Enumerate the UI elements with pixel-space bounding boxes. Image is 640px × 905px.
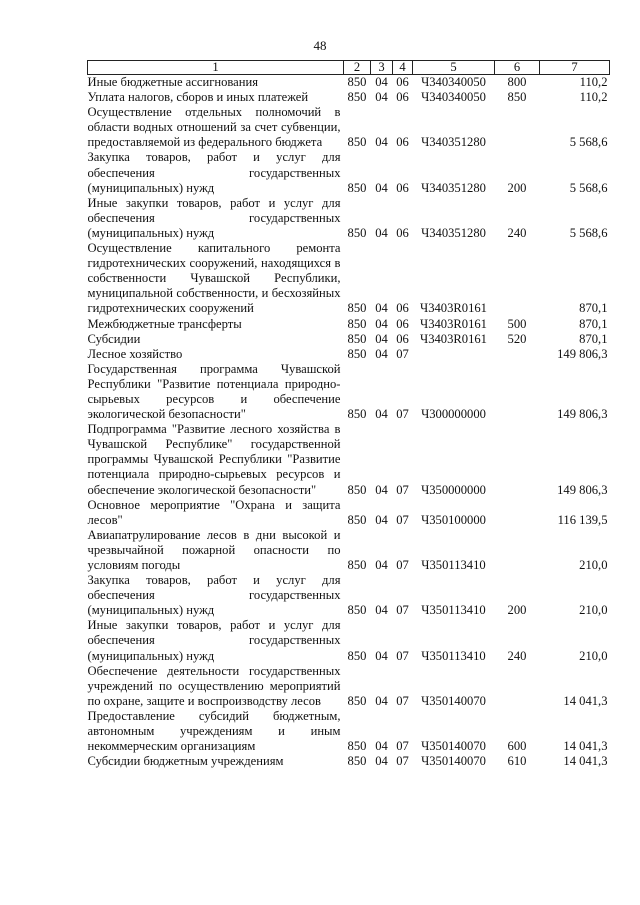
row-name: Предоставление субсидий бюджетным, автономным учреждениям и иным некоммерческим организациям <box>87 708 341 754</box>
page-number: 48 <box>313 38 327 53</box>
row-section: 04 <box>375 331 388 346</box>
row-section: 04 <box>375 75 388 89</box>
row-amount: 149 806,3 <box>557 482 608 497</box>
row-target-article: Ч340351280 <box>421 135 486 150</box>
row-name: Обеспечение деятельности государственных учреждений по осуществлению мероприятий по охране, защите и воспроизводству лесов <box>87 663 341 708</box>
row-subsection: 06 <box>396 316 409 331</box>
row-amount: 14 041,3 <box>563 739 608 754</box>
row-ministry-code: 850 <box>347 180 367 195</box>
row-expense-type <box>495 528 540 573</box>
row-amount: 14 041,3 <box>563 693 608 708</box>
row-section: 04 <box>375 301 388 316</box>
column-header: 7 <box>540 61 610 75</box>
row-amount: 870,1 <box>579 331 608 346</box>
row-subsection: 07 <box>396 346 409 361</box>
row-name: Лесное хозяйство <box>87 346 183 361</box>
row-section: 04 <box>375 135 388 150</box>
column-header: 6 <box>495 61 540 75</box>
row-target-article: Ч350140070 <box>421 693 486 708</box>
table-row <box>88 709 610 754</box>
row-target-article: Ч340340050 <box>421 75 486 89</box>
row-target-article: Ч350140070 <box>421 739 486 754</box>
row-target-article: Ч3403R0161 <box>420 301 487 316</box>
row-ministry-code: 850 <box>347 739 367 754</box>
row-subsection: 06 <box>396 75 409 89</box>
row-ministry-code: 850 <box>347 135 367 150</box>
row-expense-type: 600 <box>507 739 527 754</box>
row-subsection: 06 <box>396 90 409 105</box>
row-target-article <box>413 347 495 362</box>
row-amount: 870,1 <box>579 316 608 331</box>
table-row <box>88 498 610 528</box>
row-ministry-code: 850 <box>347 754 367 769</box>
column-header: 4 <box>393 61 413 75</box>
row-ministry-code: 850 <box>347 90 367 105</box>
row-amount: 116 139,5 <box>557 512 608 527</box>
row-target-article: Ч350113410 <box>421 603 486 618</box>
row-subsection: 06 <box>396 135 409 150</box>
row-target-article: Ч350140070 <box>421 754 486 769</box>
row-name: Осуществление отдельных полномочий в области водных отношений за счет субвенции, предоставляемой из федерального бюджета <box>87 105 341 150</box>
row-name: Осуществление капитального ремонта гидротехнических сооружений, находящихся в собственности Чувашской Республики, муниципальной собственности, и бесхозяйных гидротехнических сооружений <box>87 241 341 316</box>
row-name: Авиапатрулирование лесов в дни высокой и чрезвычайной пожарной опасности по условиям погоды <box>87 527 341 572</box>
row-expense-type <box>495 664 540 709</box>
row-expense-type: 850 <box>507 90 527 105</box>
row-section: 04 <box>375 648 388 663</box>
row-target-article: Ч350113410 <box>421 558 486 572</box>
row-subsection: 06 <box>396 331 409 346</box>
row-ministry-code: 850 <box>347 693 367 708</box>
row-section: 04 <box>375 512 388 527</box>
row-section: 04 <box>375 558 388 572</box>
row-amount: 210,0 <box>579 648 608 663</box>
table-row <box>88 573 610 618</box>
column-header: 2 <box>344 61 371 75</box>
row-amount: 5 568,6 <box>569 180 608 195</box>
column-header: 3 <box>371 61 393 75</box>
row-expense-type: 500 <box>507 316 527 331</box>
row-target-article: Ч3403R0161 <box>420 331 487 346</box>
row-name: Закупка товаров, работ и услуг для обеспечения государственных (муниципальных) нужд <box>87 150 341 195</box>
row-section: 04 <box>375 739 388 754</box>
row-expense-type <box>495 422 540 497</box>
row-target-article: Ч300000000 <box>421 407 486 422</box>
table-row <box>88 241 610 316</box>
row-ministry-code: 850 <box>347 316 367 331</box>
row-expense-type <box>495 362 540 422</box>
row-ministry-code: 850 <box>347 603 367 618</box>
row-ministry-code: 850 <box>347 331 367 346</box>
row-section: 04 <box>375 346 388 361</box>
row-amount: 5 568,6 <box>569 135 608 150</box>
row-ministry-code: 850 <box>347 648 367 663</box>
row-ministry-code: 850 <box>347 75 367 89</box>
row-expense-type: 200 <box>507 180 527 195</box>
budget-table <box>87 60 610 769</box>
row-section: 04 <box>375 407 388 422</box>
row-expense-type: 240 <box>507 648 527 663</box>
table-row <box>88 90 610 105</box>
row-amount: 149 806,3 <box>557 407 608 422</box>
row-name: Основное мероприятие "Охрана и защита лесов" <box>87 497 341 527</box>
row-subsection: 06 <box>396 180 409 195</box>
row-name: Закупка товаров, работ и услуг для обеспечения государственных (муниципальных) нужд <box>87 573 341 618</box>
row-amount: 870,1 <box>579 301 608 316</box>
row-target-article: Ч340340050 <box>421 90 486 105</box>
row-ministry-code: 850 <box>347 512 367 527</box>
table-row <box>88 528 610 573</box>
table-row <box>88 332 610 347</box>
row-subsection: 07 <box>396 693 409 708</box>
row-section: 04 <box>375 90 388 105</box>
row-subsection: 06 <box>396 301 409 316</box>
table-header <box>88 61 610 75</box>
table-row <box>88 150 610 195</box>
row-section: 04 <box>375 180 388 195</box>
row-expense-type: 800 <box>507 75 527 89</box>
row-subsection: 06 <box>396 225 409 240</box>
table-row <box>88 196 610 241</box>
row-section: 04 <box>375 693 388 708</box>
column-header: 5 <box>413 61 495 75</box>
row-name: Уплата налогов, сборов и иных платежей <box>87 90 309 105</box>
row-subsection: 07 <box>396 648 409 663</box>
row-target-article: Ч350000000 <box>421 482 486 497</box>
row-ministry-code: 850 <box>347 225 367 240</box>
row-amount: 110,2 <box>579 90 608 105</box>
row-amount: 110,2 <box>579 75 608 89</box>
column-header: 1 <box>88 61 344 75</box>
row-name: Иные закупки товаров, работ и услуг для обеспечения государственных (муниципальных) нужд <box>87 618 341 663</box>
row-target-article: Ч350100000 <box>421 512 486 527</box>
header-row <box>88 61 610 75</box>
row-section: 04 <box>375 603 388 618</box>
table-body <box>88 75 610 770</box>
row-section: 04 <box>375 316 388 331</box>
row-name: Иные закупки товаров, работ и услуг для обеспечения государственных (муниципальных) нужд <box>87 195 341 240</box>
row-expense-type <box>495 347 540 362</box>
row-target-article: Ч350113410 <box>421 648 486 663</box>
row-expense-type: 520 <box>507 331 527 346</box>
row-expense-type <box>495 241 540 316</box>
row-target-article: Ч340351280 <box>421 225 486 240</box>
row-expense-type: 240 <box>507 225 527 240</box>
row-name: Межбюджетные трансферты <box>87 316 242 331</box>
table-row <box>88 664 610 709</box>
row-name: Государственная программа Чувашской Республики "Развитие потенциала природно-сырьевых ресурсов и обеспечение экологической безопасности" <box>87 361 341 422</box>
row-ministry-code: 850 <box>347 407 367 422</box>
row-name: Иные бюджетные ассигнования <box>87 75 259 89</box>
table-row <box>88 362 610 422</box>
row-section: 04 <box>375 482 388 497</box>
row-amount: 210,0 <box>579 558 608 572</box>
table-row <box>88 105 610 150</box>
row-expense-type: 610 <box>507 754 527 769</box>
row-ministry-code: 850 <box>347 346 367 361</box>
row-amount: 5 568,6 <box>569 225 608 240</box>
row-ministry-code: 850 <box>347 301 367 316</box>
table-row <box>88 75 610 91</box>
row-subsection: 07 <box>396 558 409 572</box>
row-amount: 14 041,3 <box>563 754 608 769</box>
table-row <box>88 317 610 332</box>
table-row <box>88 347 610 362</box>
row-subsection: 07 <box>396 512 409 527</box>
row-expense-type <box>495 105 540 150</box>
row-section: 04 <box>375 754 388 769</box>
row-subsection: 07 <box>396 482 409 497</box>
row-name: Субсидии <box>87 331 141 346</box>
row-amount: 149 806,3 <box>557 346 608 361</box>
row-expense-type <box>495 498 540 528</box>
row-section: 04 <box>375 225 388 240</box>
table-row <box>88 422 610 497</box>
table-row <box>88 754 610 769</box>
row-subsection: 07 <box>396 603 409 618</box>
row-subsection: 07 <box>396 739 409 754</box>
row-amount: 210,0 <box>579 603 608 618</box>
row-ministry-code: 850 <box>347 482 367 497</box>
row-name: Субсидии бюджетным учреждениям <box>87 754 284 769</box>
row-subsection: 07 <box>396 407 409 422</box>
row-target-article: Ч340351280 <box>421 180 486 195</box>
row-expense-type: 200 <box>507 603 527 618</box>
row-ministry-code: 850 <box>347 558 367 572</box>
row-target-article: Ч3403R0161 <box>420 316 487 331</box>
table-row <box>88 618 610 663</box>
row-name: Подпрограмма "Развитие лесного хозяйства в Чувашской Республике" государственной программы Чувашской Республики "Развитие потенциала природно-сырьевых ресурсов и обеспечение экологической безопасности" <box>87 422 341 497</box>
row-subsection: 07 <box>396 754 409 769</box>
